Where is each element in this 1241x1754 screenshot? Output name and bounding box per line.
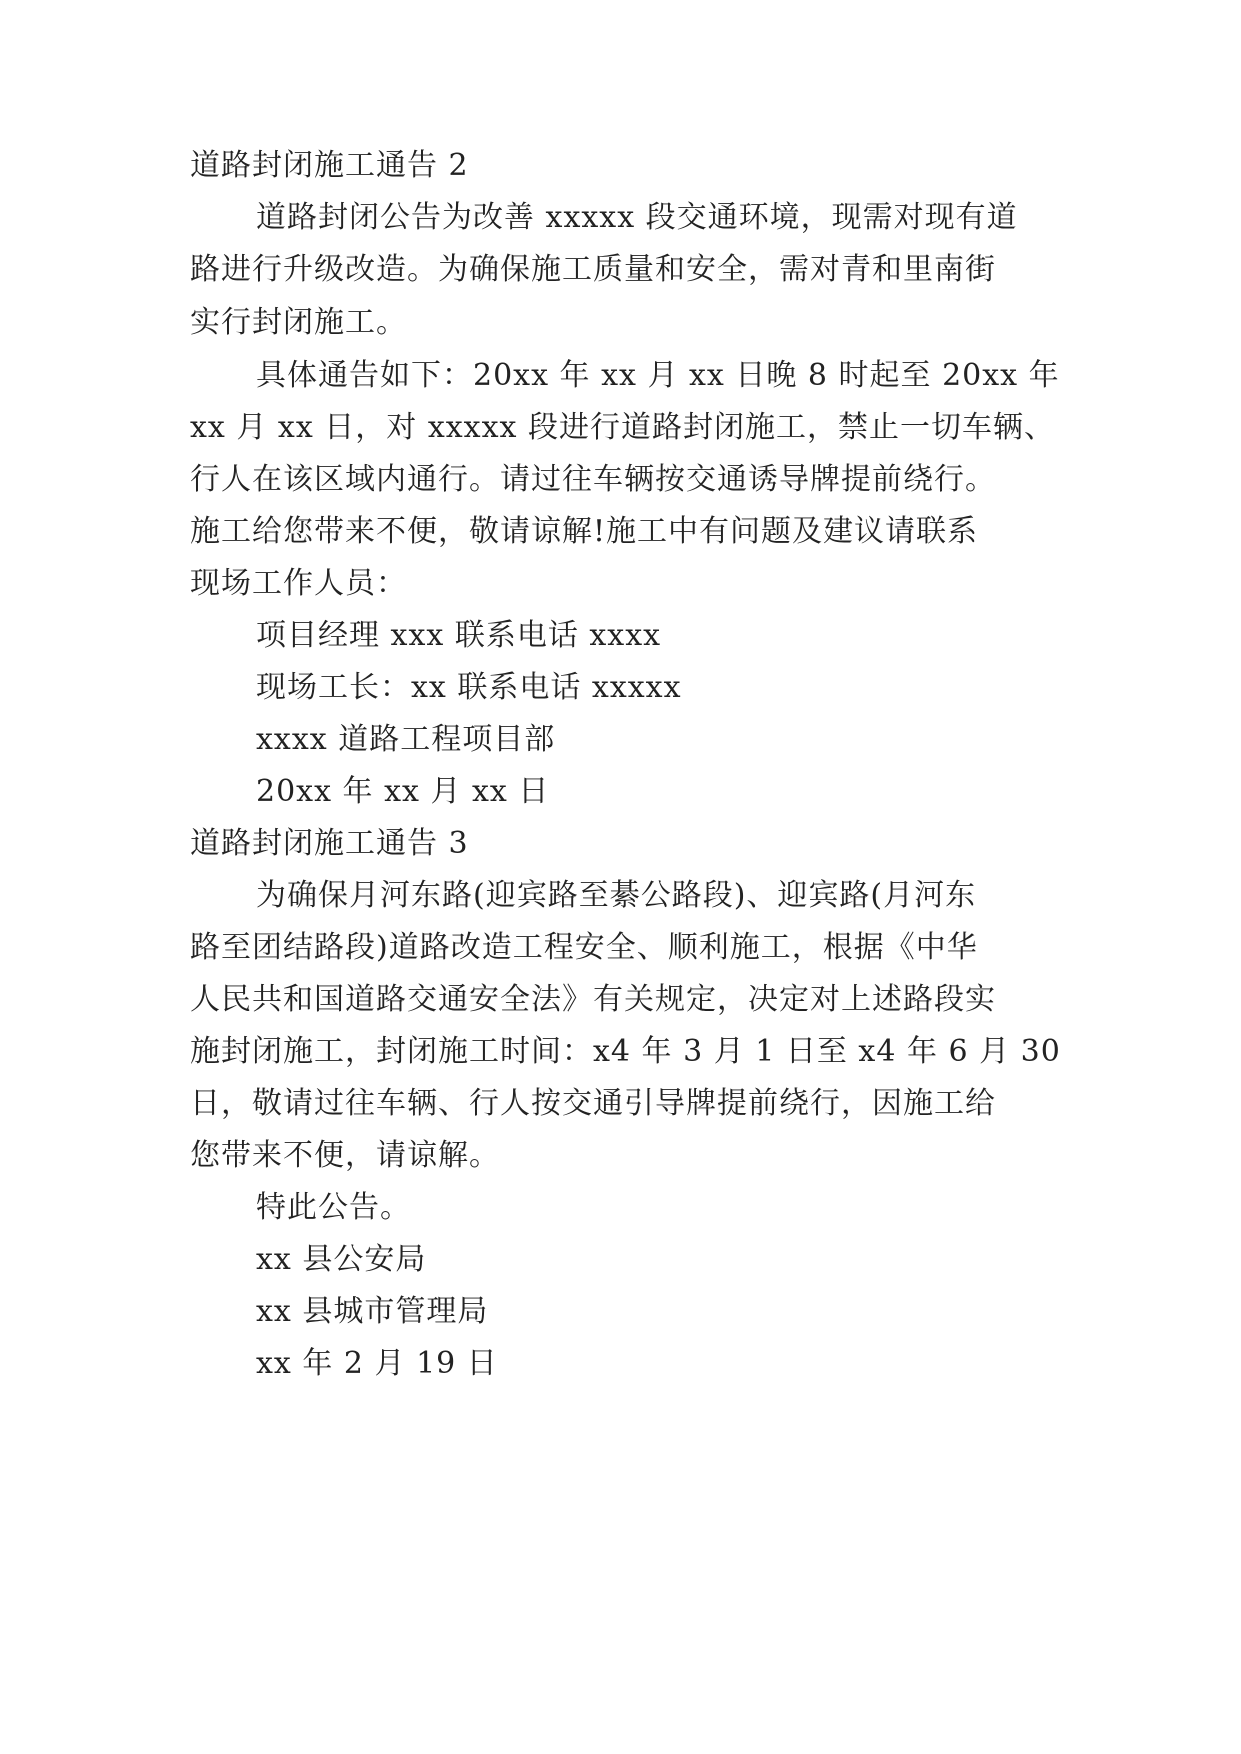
section2-para2-line: xx 月 xx 日，对 xxxxx 段进行道路封闭施工，禁止一切车辆、 — [190, 410, 1055, 445]
section2-contact-manager: 项目经理 xxx 联系电话 xxxx — [256, 618, 662, 653]
section2-date: 20xx 年 xx 月 xx 日 — [256, 774, 550, 809]
section2-contact-foreman: 现场工长：xx 联系电话 xxxxx — [256, 670, 682, 705]
section3-para1-line: 为确保月河东路(迎宾路至綦公路段)、迎宾路(月河东 — [256, 878, 977, 913]
section3-para1-line: 施封闭施工，封闭施工时间：x4 年 3 月 1 日至 x4 年 6 月 30 — [190, 1034, 1061, 1069]
section3-para1-line: 您带来不便，请谅解。 — [190, 1138, 500, 1173]
section3-heading: 道路封闭施工通告 3 — [190, 826, 469, 861]
section3-signer-urban-management: xx 县城市管理局 — [256, 1294, 489, 1329]
section3-para1-line: 人民共和国道路交通安全法》有关规定，决定对上述路段实 — [190, 982, 996, 1017]
section2-para2-line: 具体通告如下：20xx 年 xx 月 xx 日晚 8 时起至 20xx 年 — [256, 358, 1060, 393]
section2-para1-line: 道路封闭公告为改善 xxxxx 段交通环境，现需对现有道 — [256, 200, 1018, 235]
section3-date: xx 年 2 月 19 日 — [256, 1346, 498, 1381]
section3-para1-line: 路至团结路段)道路改造工程安全、顺利施工，根据《中华 — [190, 930, 978, 965]
section2-para2-line: 行人在该区域内通行。请过往车辆按交通诱导牌提前绕行。 — [190, 462, 996, 497]
section3-para1-line: 日，敬请过往车辆、行人按交通引导牌提前绕行，因施工给 — [190, 1086, 996, 1121]
section2-heading: 道路封闭施工通告 2 — [190, 148, 469, 183]
section2-para2-line: 施工给您带来不便，敬请谅解!施工中有问题及建议请联系 — [190, 514, 979, 549]
section2-department: xxxx 道路工程项目部 — [256, 722, 556, 757]
section2-para2-line: 现场工作人员： — [190, 566, 407, 601]
section3-closing: 特此公告。 — [256, 1190, 411, 1225]
section2-para1-line: 路进行升级改造。为确保施工质量和安全，需对青和里南街 — [190, 252, 996, 287]
section2-para1-line: 实行封闭施工。 — [190, 305, 407, 340]
section3-signer-police: xx 县公安局 — [256, 1242, 427, 1277]
